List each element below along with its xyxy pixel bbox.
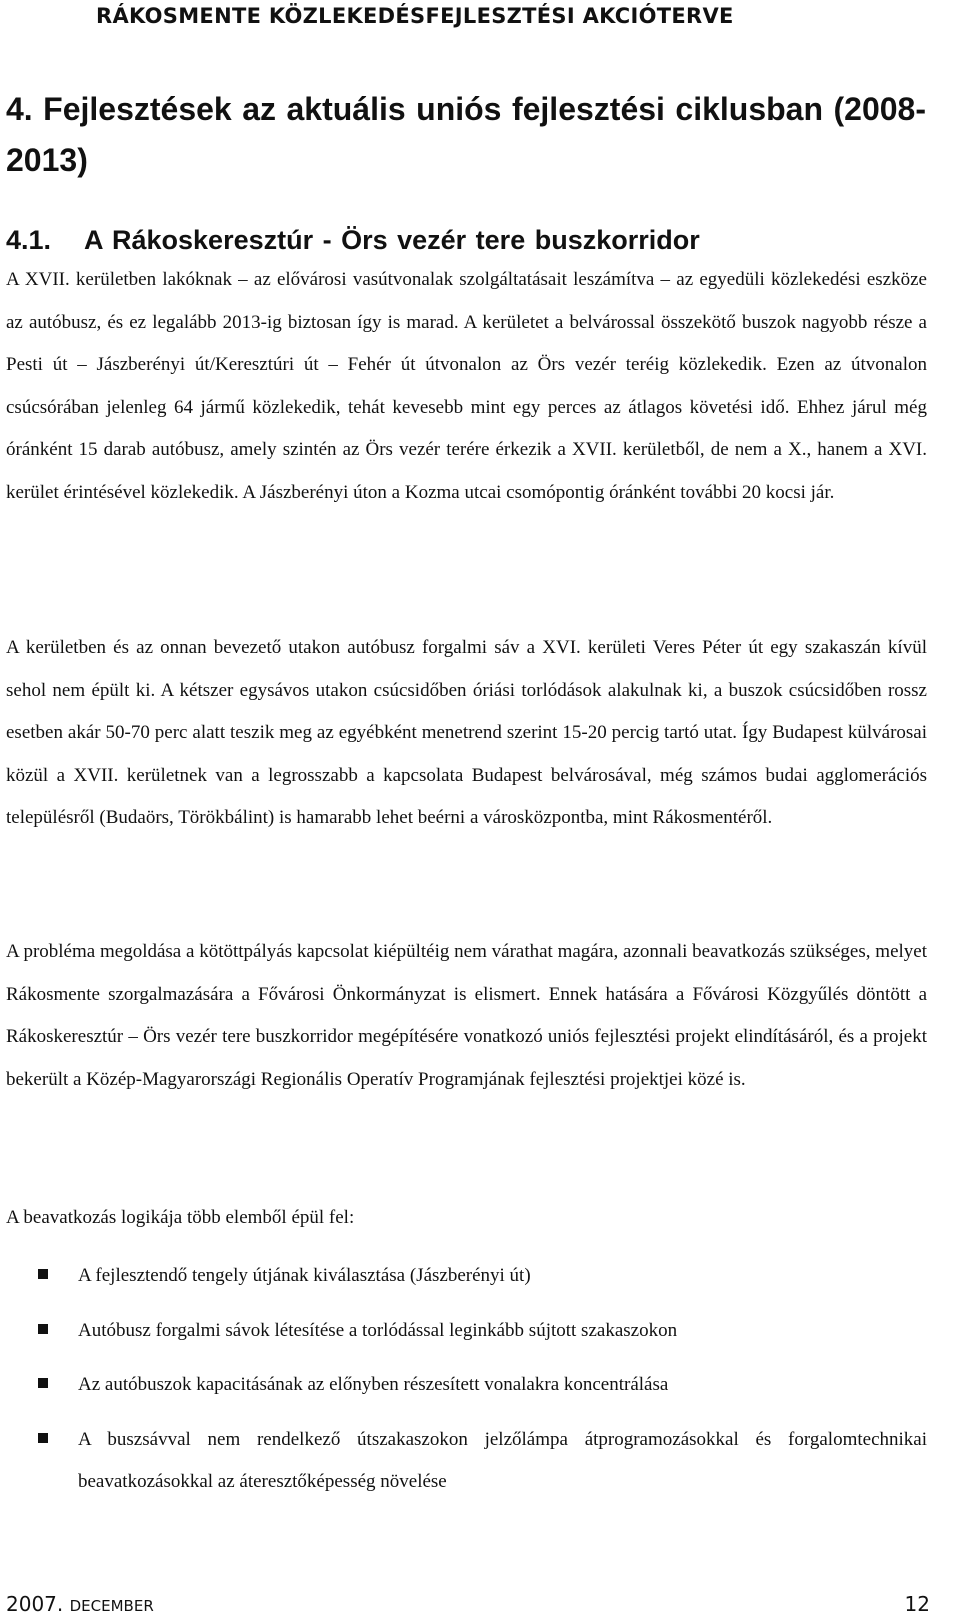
list-item-text: A fejlesztendő tengely útjának kiválasztása (Jászberényi út) (78, 1265, 531, 1286)
footer-year: 2007. (6, 1592, 64, 1616)
bullet-list (6, 1255, 927, 1516)
list-item-text: Autóbusz forgalmi sávok létesítése a torlódással leginkább sújtott szakaszokon (78, 1319, 678, 1341)
square-bullet-icon (38, 1378, 48, 1388)
square-bullet-icon (38, 1433, 48, 1443)
chapter-title: 4. Fejlesztések az aktuális uniós fejlesztési ciklusban (2008-2013) (6, 91, 926, 178)
paragraph: A XVII. kerületben lakóknak – az elővárosi vasútvonalak szolgáltatásait leszámítva – az egyedüli közlekedési eszköze az autóbusz, és ez legalább 2013-ig biztosan így is marad. A kerületet a belvárossal összekötő buszok nagyobb része a Pesti út – Jászberényi út/Keresztúri út – Fehér út útvonalon az Örs vezér teréig közlekedik. Ezen az útvonalon csúcsórában jelenleg 64 jármű közlekedik, tehát kevesebb mint egy perces az átlagos követési idő. Ehhez járul még óránként 15 darab autóbusz, amely szintén az Örs vezér terére érkezik a XVII. kerületből, de nem a X., hanem a XVI. kerület érintésével közlekedik. A Jászberényi úton a Kozma utcai csomópontig óránként további 20 kocsi jár. (6, 269, 927, 503)
list-item-text: A buszsávval nem rendelkező útszakaszokon jelzőlámpa átprogramozásokkal és forgalomtechnikai beavatkozásokkal az áteresztőképesség növelése (78, 1428, 927, 1492)
page-number: 12 (904, 1592, 930, 1616)
list-item-text: Az autóbuszok kapacitásának az előnyben részesített vonalakra koncentrálása (78, 1374, 669, 1395)
footer-month: DECEMBER (69, 1597, 154, 1615)
section-heading (6, 220, 926, 260)
list-item (6, 1310, 927, 1353)
footer-date (6, 1592, 154, 1616)
section-number: 4.1. (6, 225, 52, 255)
list-item (6, 1255, 927, 1298)
list-item (6, 1419, 927, 1504)
running-header: RÁKOSMENTE KÖZLEKEDÉSFEJLESZTÉSI AKCIÓTERVE (96, 4, 734, 28)
paragraph: A probléma megoldása a kötöttpályás kapcsolat kiépültéig nem várathat magára, azonnali beavatkozás szükséges, melyet Rákosmente szorgalmazására a Fővárosi Önkormányzat is elismert. Ennek hatására a Fővárosi Közgyűlés döntött a Rákoskeresztúr – Örs vezér tere buszkorridor megépítésére vonatkozó uniós fejlesztési projekt elindításáról, és a projekt bekerült a Közép-Magyarországi Regionális Operatív Programjának fejlesztési projektjei közé is. (6, 941, 927, 1090)
paragraph: A kerületben és az onnan bevezető utakon autóbusz forgalmi sáv a XVI. kerületi Veres Péter út egy szakaszán kívül sehol nem épült ki. A kétszer egysávos utakon csúcsidőben óriási torlódások alakulnak ki, a buszok csúcsidőben rossz esetben akár 50-70 perc alatt teszik meg az egyébként menetrend szerint 15-20 percig tartó utat. Így Budapest külvárosai közül a XVII. kerületnek van a legrosszabb a kapcsolata Budapest belvárosával, még számos budai agglomerációs településről (Budaörs, Törökbálint) is hamarabb lehet beérni a városközpontba, mint Rákosmentéről. (6, 637, 927, 828)
paragraph: A beavatkozás logikája több elemből épül fel: (6, 1207, 355, 1228)
square-bullet-icon (38, 1269, 48, 1279)
list-item (6, 1364, 927, 1407)
section-title: A Rákoskeresztúr - Örs vezér tere buszkorridor (84, 225, 700, 255)
square-bullet-icon (38, 1324, 48, 1334)
